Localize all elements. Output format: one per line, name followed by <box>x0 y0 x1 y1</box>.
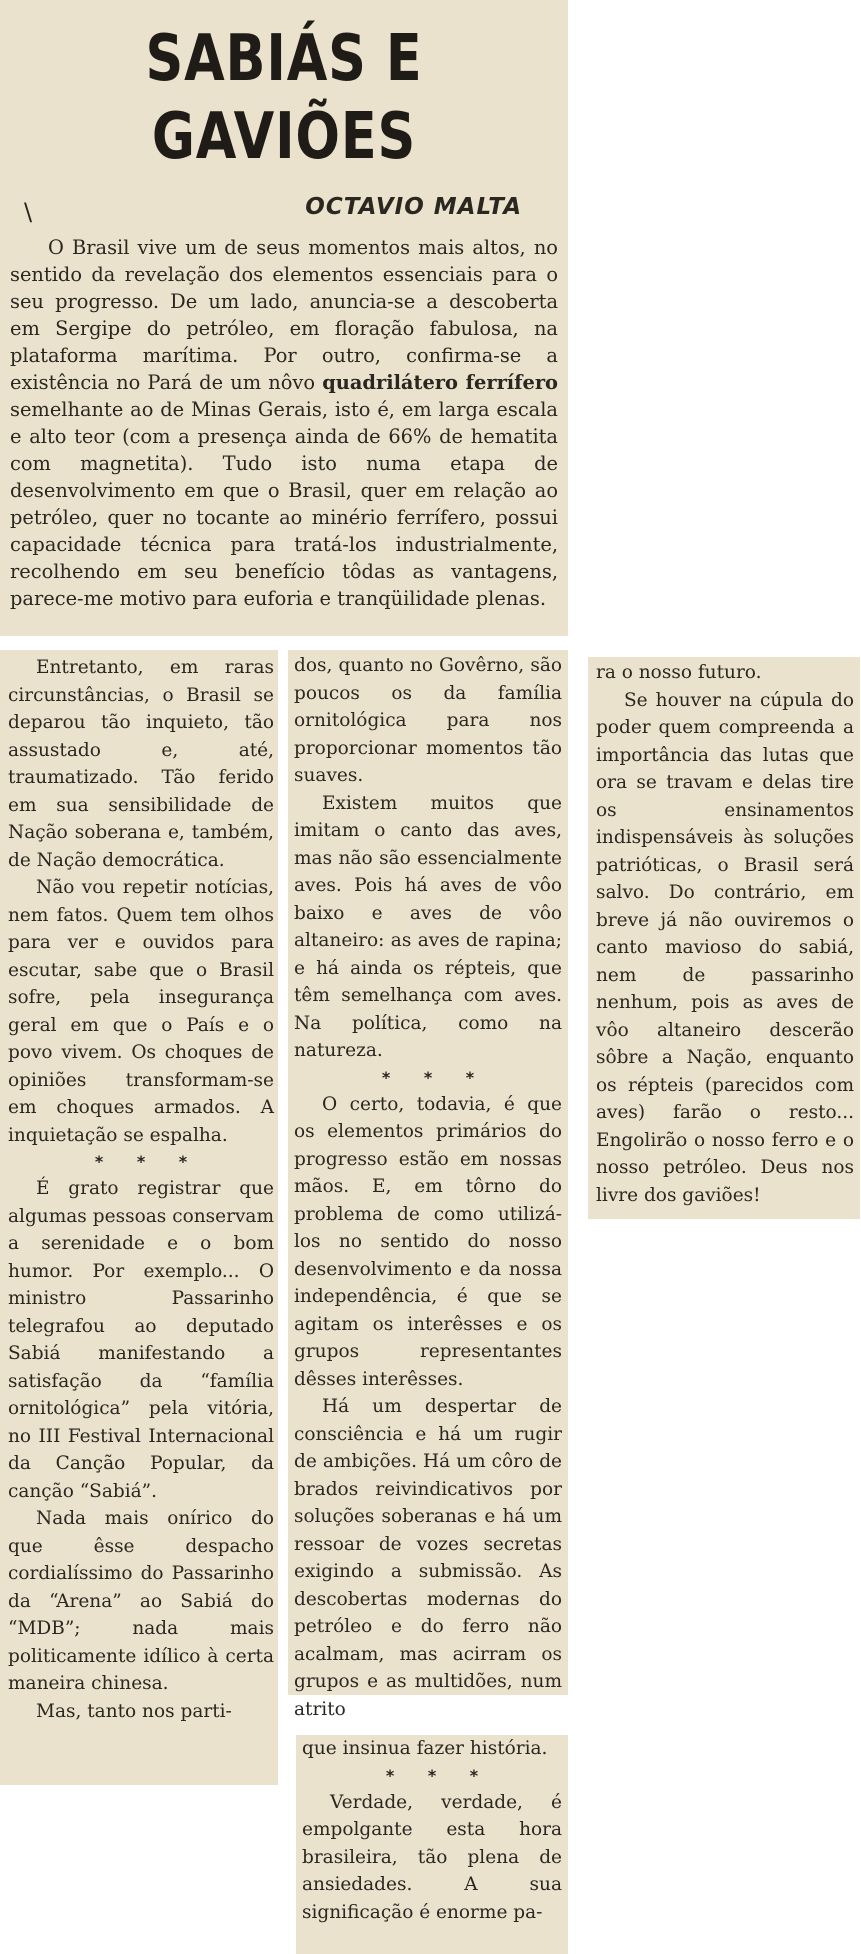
section-separator: * * * <box>381 1067 489 1087</box>
col2-paragraph-5: que insinua fazer história. <box>302 1738 548 1759</box>
headline-clipping <box>0 0 568 636</box>
column-2-top <box>288 650 568 1720</box>
headline-line-2: GAVIÕES <box>151 100 417 174</box>
column-2-bottom <box>296 1735 568 1954</box>
lead-bold-term: quadrilátero ferrífero <box>322 371 558 394</box>
col3-paragraph-1: ra o nosso futuro. <box>596 662 762 683</box>
col1-paragraph-5: Mas, tanto nos parti- <box>36 1700 232 1722</box>
col2-paragraph-4: Há um despertar de consciência e há um rugir de ambições. Há um côro de brados reivindicativos por soluções soberanas e há um ressoar de vozes secretas exigindo a submissão. As descobertas modernas do petróleo e do ferro não acalmam, mas acirram os grupos e as multidões, num atrito <box>294 1396 562 1720</box>
col1-paragraph-4: Nada mais onírico do que êsse despacho cordialíssimo do Passarinho da “Arena” ao Sabiá do “MDB”; nada mais politicamente idílico à certa maneira chinesa. <box>8 1508 274 1694</box>
col1-paragraph-3: É grato registrar que algumas pessoas conservam a serenidade e o bom humor. Por exemplo... O ministro Passarinho telegrafou ao deputado Sabiá manifestando a satisfação da “família ornitológica” pela vitória, no III Festival Internacional da Canção Popular, da canção “Sabiá”. <box>8 1178 274 1502</box>
col2-paragraph-3: O certo, todavia, é que os elementos primários do progresso estão em nossas mãos. E, em tôrno do problema de como utilizá-los no sentido do nosso desenvolvimento e da nossa independência, é que se agitam os interêsses e os grupos representantes dêsses interêsses. <box>294 1093 562 1390</box>
lead-text-2: semelhante ao de Minas Gerais, isto é, em larga escala e alto teor (com a presença ainda de 66% de hematita com magnetita). Tudo isto numa etapa de desenvolvimento em que o Brasil, quer em relação ao petróleo, quer no tocante ao minério ferrífero, possui capacidade técnica para tratá-los industrialmente, recolhendo em seu benefício tôdas as vantagens, parece-me motivo para euforia e tranqüilidade plenas. <box>10 398 558 610</box>
section-separator: * * * <box>94 1152 202 1171</box>
byline-row <box>10 194 558 234</box>
headline <box>59 0 508 176</box>
lead-text-1: O Brasil vive um de seus momentos mais altos, no sentido da revelação dos elementos essenciais para o seu progresso. De um lado, anuncia-se a descoberta em Sergipe do petróleo, em floração fabulosa, na plataforma marítima. Por outro, confirma-se a existência no Pará de um nôvo <box>10 236 558 394</box>
col2-paragraph-2: Existem muitos que imitam o canto das aves, mas não são essencialmente aves. Pois há aves de vôo baixo e aves de vôo altaneiro: as aves de rapina; e há ainda os répteis, que têm semelhança com aves. Na política, como na natureza. <box>294 792 562 1061</box>
column-1 <box>0 650 278 1785</box>
byline: OCTAVIO MALTA <box>305 194 522 220</box>
col2-paragraph-1: dos, quanto no Govêrno, são poucos os da família ornitológica para nos proporcionar momentos tão suaves. <box>294 655 562 786</box>
col1-paragraph-1: Entretanto, em raras circunstâncias, o Brasil se deparou tão inquieto, tão assustado e, até, traumatizado. Tão ferido em sua sensibilidade de Nação soberana e, também, de Nação democrática. <box>8 657 274 871</box>
col2-paragraph-6: Verdade, verdade, é empolgante esta hora brasileira, tão plena de ansiedades. A sua significação é enorme pa- <box>302 1791 562 1923</box>
headline-line-1: SABIÁS E <box>145 22 423 96</box>
pen-mark-icon: \ <box>24 198 33 226</box>
lead-paragraph <box>10 234 558 612</box>
section-separator: * * * <box>385 1765 493 1785</box>
column-3 <box>588 657 860 1219</box>
col3-paragraph-2: Se houver na cúpula do poder quem compreenda a importância das lutas que ora se travam e delas tire os ensinamentos indispensáveis às soluções patrióticas, o Brasil será salvo. Do contrário, em breve já não ouviremos o canto mavioso do sabiá, nem de passarinho nenhum, pois as aves de vôo altaneiro descerão sôbre a Nação, enquanto os répteis (parecidos com aves) farão o resto... Engolirão o nosso ferro e o nosso petróleo. Deus nos livre dos gaviões! <box>596 689 854 1206</box>
col1-paragraph-2: Não vou repetir notícias, nem fatos. Quem tem olhos para ver e ouvidos para escutar, sabe que o Brasil sofre, pela insegurança geral em que o País e o povo vivem. Os choques de opiniões transformam-se em choques armados. A inquietação se espalha. <box>8 877 274 1146</box>
